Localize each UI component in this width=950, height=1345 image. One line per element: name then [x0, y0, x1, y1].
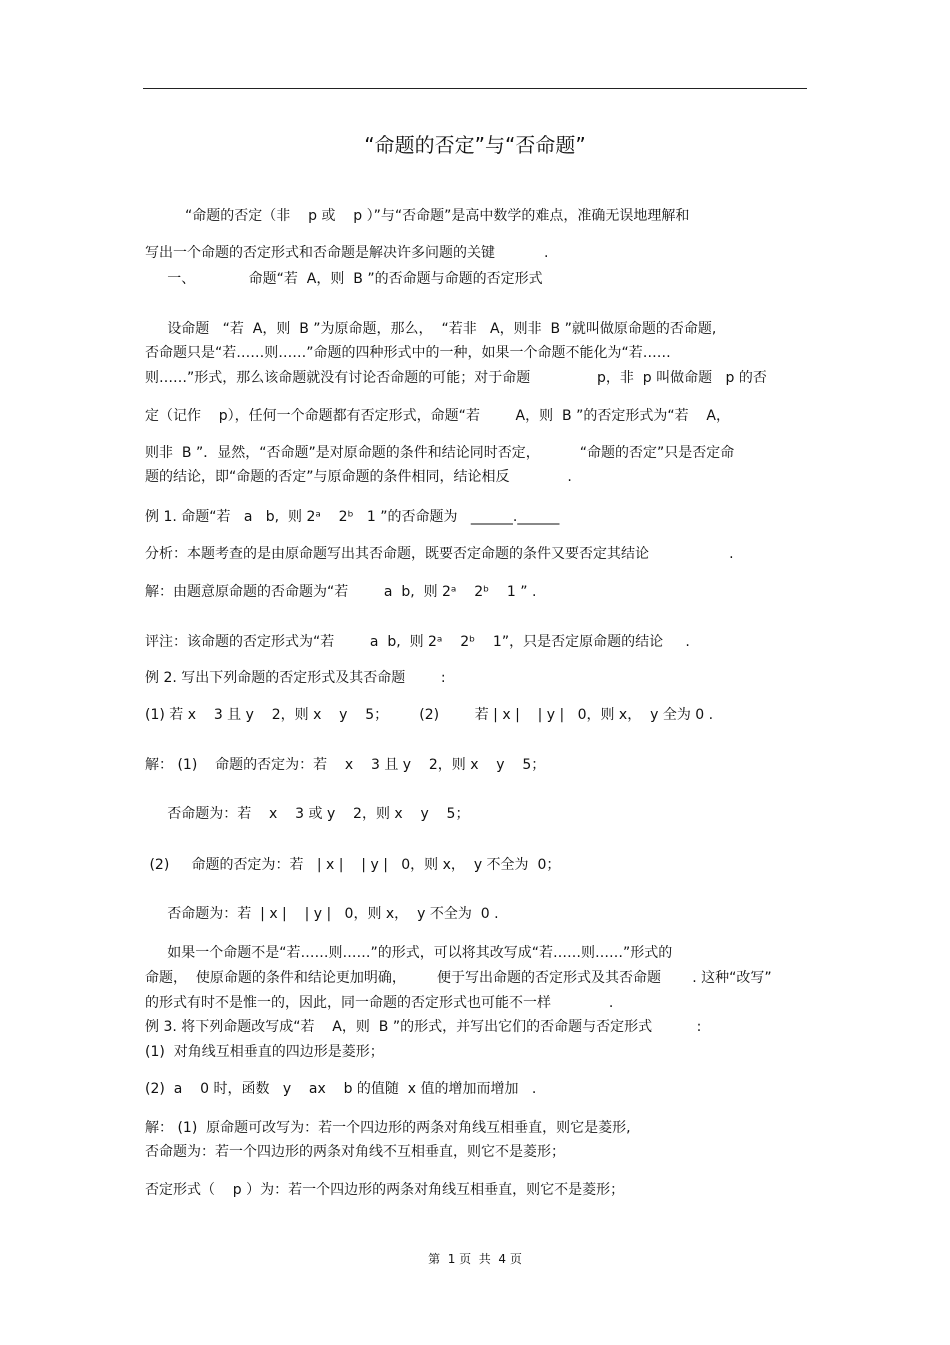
example-1: 例 1. 命题“若 a b, 则 2ᵃ 2ᵇ 1 ”的否命题为 ______.______	[145, 509, 560, 525]
paragraph-line: 定（记作 p），任何一个命题都有否定形式，命题“若 A，则 B ”的否定形式为“若 A，	[145, 408, 730, 424]
example-3: 例 3. 将下列命题改写成“若 A，则 B ”的形式，并写出它们的否命题与否定形式 :	[145, 1019, 702, 1035]
analysis-line: 分析：本题考查的是由原命题写出其否命题，既要否定命题的条件又要否定其结论 .	[145, 546, 734, 562]
example-3-item: (1) 对角线互相垂直的四边形是菱形；	[145, 1044, 384, 1060]
solution-line: (2) 命题的否定为：若 | x | | y | 0，则 x， y 不全为 0；	[145, 857, 561, 873]
solution-line: 否命题为：若 | x | | y | 0，则 x， y 不全为 0 .	[145, 906, 499, 922]
paragraph-line: 则非 B ”．显然，“否命题”是对原命题的条件和结论同时否定， “命题的否定”只是否定命	[145, 445, 735, 461]
document-title: “命题的否定”与“否命题”	[364, 133, 586, 157]
page-footer: 第 1 页 共 4 页	[428, 1252, 522, 1266]
header-rule	[143, 88, 807, 89]
paragraph-line: 如果一个命题不是“若……则……”的形式，可以将其改写成“若……则……”形式的	[145, 945, 673, 961]
paragraph-line: 的形式有时不是惟一的，因此，同一命题的否定形式也可能不一样 .	[145, 995, 614, 1011]
paragraph-line: 命题， 使原命题的条件和结论更加明确， 便于写出命题的否定形式及其否命题 . 这种“改写”	[145, 970, 772, 986]
solution-line: 否命题为：若一个四边形的两条对角线不互相垂直，则它不是菱形；	[145, 1144, 565, 1160]
solution-line: 否命题为：若 x 3 或 y 2，则 x y 5；	[145, 806, 470, 822]
solution-line: 解： (1) 命题的否定为：若 x 3 且 y 2，则 x y 5；	[145, 757, 546, 773]
paragraph-line: 否命题只是“若……则……”命题的四种形式中的一种，如果一个命题不能化为“若……	[145, 345, 671, 361]
example-3-item: (2) a 0 时，函数 y ax b 的值随 x 值的增加而增加 .	[145, 1081, 537, 1097]
paragraph-line: 设命题 “若 A，则 B ”为原命题，那么， “若非 A，则非 B ”就叫做原命题的否命题,	[145, 321, 717, 337]
paragraph-line: 题的结论，即“命题的否定”与原命题的条件相同，结论相反 .	[145, 469, 572, 485]
solution-line: 解： (1) 原命题可改写为：若一个四边形的两条对角线互相垂直，则它是菱形,	[145, 1120, 631, 1136]
example-2-items: (1) 若 x 3 且 y 2，则 x y 5； (2) 若 | x | | y | 0，则 x， y 全为 0 .	[145, 707, 714, 723]
section-heading: 一、 命题“若 A，则 B ”的否命题与命题的否定形式	[145, 271, 543, 287]
solution-line: 解：由题意原命题的否命题为“若 a b, 则 2ᵃ 2ᵇ 1 ” .	[145, 584, 537, 600]
solution-line: 否定形式（ p ）为：若一个四边形的两条对角线互相垂直，则它不是菱形；	[145, 1182, 625, 1198]
example-2: 例 2. 写出下列命题的否定形式及其否命题 :	[145, 670, 446, 686]
comment-line: 评注：该命题的否定形式为“若 a b, 则 2ᵃ 2ᵇ 1”，只是否定原命题的结论 .	[145, 634, 690, 650]
paragraph-line: 写出一个命题的否定形式和否命题是解决许多问题的关键 .	[145, 245, 549, 261]
paragraph-line: “命题的否定（非 p 或 p ）”与“否命题”是高中数学的难点，准确无误地理解和	[145, 208, 690, 224]
paragraph-line: 则……”形式，那么该命题就没有讨论否命题的可能；对于命题 p，非 p 叫做命题 p 的否	[145, 370, 767, 386]
